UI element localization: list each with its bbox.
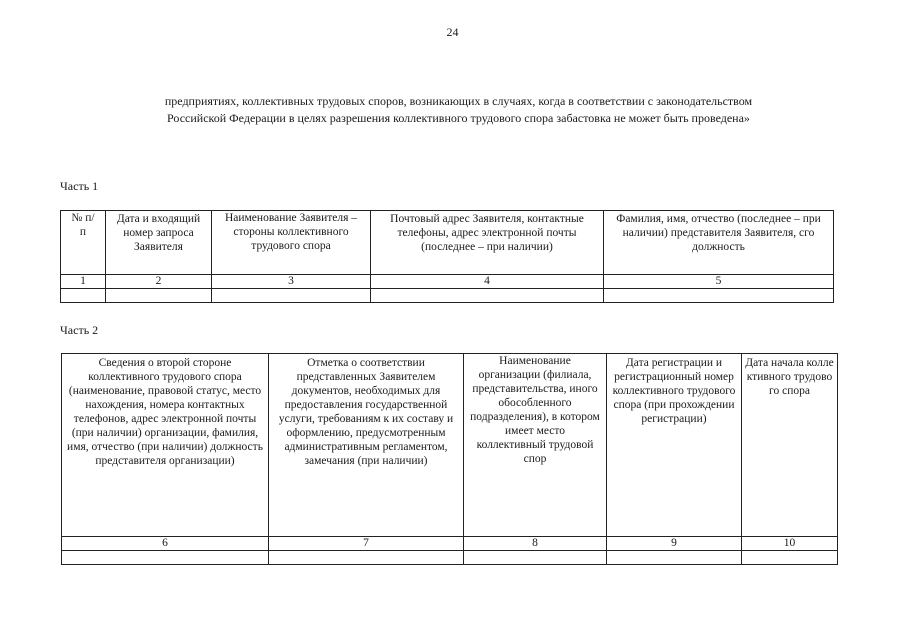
empty-cell (61, 289, 106, 303)
intro-line: предприятиях, коллективных трудовых споров, возникающих в случаях, когда в соответствии с законодательством (164, 94, 753, 108)
table-empty-row (61, 289, 834, 303)
column-number: 5 (604, 275, 834, 289)
empty-cell (212, 289, 371, 303)
part2-table (61, 353, 838, 565)
empty-cell (742, 551, 838, 565)
table-header-row (61, 211, 834, 275)
part1-label: Часть 1 (60, 179, 99, 193)
column-number: 8 (464, 537, 607, 551)
column-number: 2 (106, 275, 212, 289)
header-cell-request-date: Дата и входящий номер запроса Заявителя (106, 211, 212, 275)
header-cell-representative: Фамилия, имя, отчество (последнее – при наличии) представителя Заявителя, сго должность (604, 211, 834, 275)
empty-cell (464, 551, 607, 565)
header-cell-applicant-address: Почтовый адрес Заявителя, контактные телефоны, адрес электронной почты (последнее – при наличии) (371, 211, 604, 275)
header-cell-second-party: Сведения о второй стороне коллективного трудового спора (наименование, правовой статус, место нахождения, номера контактных телефонов, адрес электронной почты (при наличии) организации, фамилия, имя, отчество (при наличии) должность представителя организации) (62, 354, 269, 537)
column-number: 6 (62, 537, 269, 551)
table-number-row (61, 275, 834, 289)
column-number: 9 (607, 537, 742, 551)
empty-cell (607, 551, 742, 565)
column-number: 1 (61, 275, 106, 289)
empty-cell (62, 551, 269, 565)
column-number: 7 (269, 537, 464, 551)
empty-cell (269, 551, 464, 565)
empty-cell (371, 289, 604, 303)
part2-label: Часть 2 (60, 323, 99, 337)
header-cell-start-date: Дата начала коллективного трудового спора (742, 354, 838, 537)
page-number: 24 (446, 25, 459, 39)
part1-table (60, 210, 834, 303)
header-cell-compliance-mark: Отметка о соответствии представленных Заявителем документов, необходимых для предоставления государственной услуги, требованиям к их составу и оформлению, предусмотренным административным регламентом, замечания (при наличии) (269, 354, 464, 537)
header-cell-applicant-name: Наименование Заявителя – стороны коллективного трудового спора (212, 211, 371, 275)
column-number: 10 (742, 537, 838, 551)
intro-line: Российской Федерации в целях разрешения коллективного трудового спора забастовка не может быть проведена» (167, 111, 750, 125)
empty-cell (604, 289, 834, 303)
empty-cell (106, 289, 212, 303)
table-header-row (62, 354, 838, 537)
header-cell-organization-name: Наименование организации (филиала, представительства, иного обособленного подразделения), в котором имеет место коллективный трудовой спор (464, 354, 607, 537)
header-cell-number: № п/п (61, 211, 106, 275)
intro-paragraph (70, 93, 847, 127)
column-number: 4 (371, 275, 604, 289)
column-number: 3 (212, 275, 371, 289)
table-number-row (62, 537, 838, 551)
table-empty-row (62, 551, 838, 565)
header-cell-registration: Дата регистрации и регистрационный номер коллективного трудового спора (при прохождении регистрации) (607, 354, 742, 537)
